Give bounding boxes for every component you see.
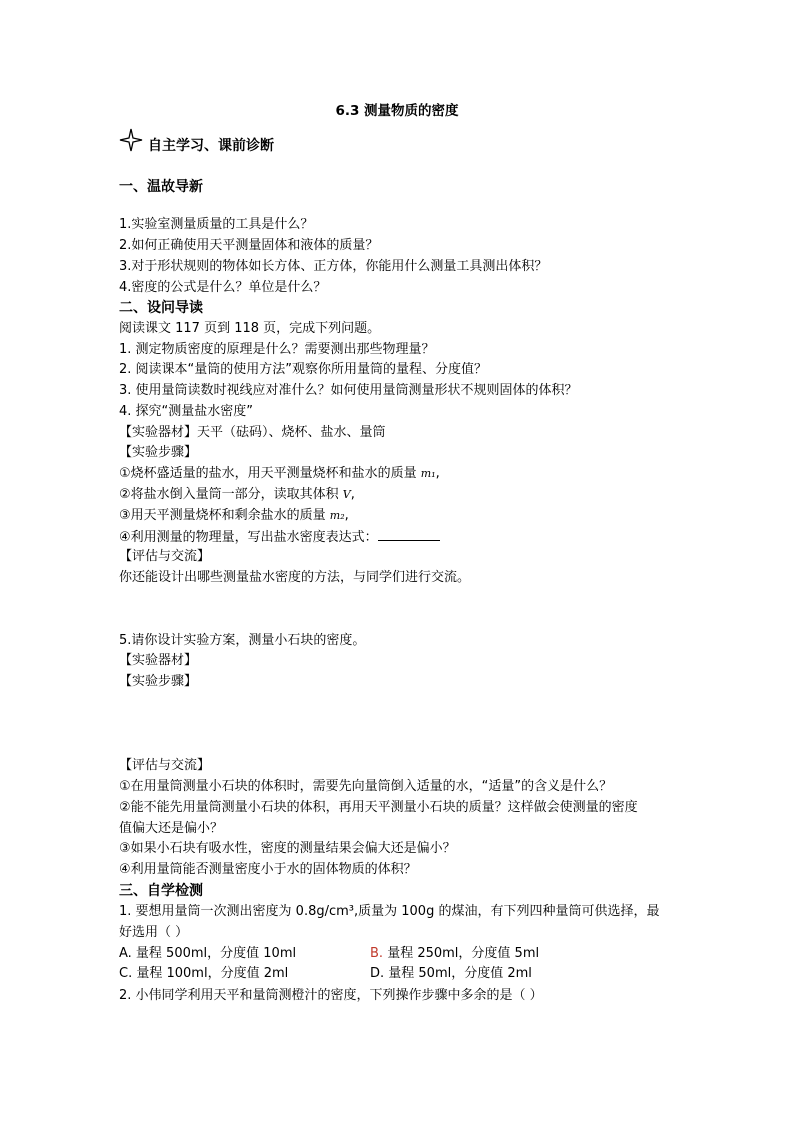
step-4 (119, 528, 440, 547)
q5-equipment-label: 【实验器材】 (119, 653, 198, 668)
step-1 (119, 465, 440, 483)
part2-question: 4. 探究“测量盐水密度” (119, 404, 254, 419)
q5-eval-heading: 【评估与交流】 (119, 758, 211, 773)
q5-eval-item: ②能不能先用量筒测量小石块的体积，再用天平测量小石块的质量？这样做会使测量的密度 (119, 800, 638, 815)
part1-heading: 一、温故导新 (119, 179, 203, 195)
q5-eval-item: ③如果小石块有吸水性，密度的测量结果会偏大还是偏小？ (119, 841, 456, 856)
option-b-text: 量程 250ml，分度值 5ml (383, 946, 540, 961)
equipment-label: 【实验器材】天平（砝码）、烧杯、盐水、量筒 (119, 425, 386, 440)
answer-blank[interactable] (378, 528, 440, 541)
q5-eval-item: ①在用量筒测量小石块的体积时，需要先向量筒倒入适量的水，“适量”的含义是什么？ (119, 779, 613, 794)
step-3-text: ③用天平测量烧杯和剩余盐水的质量 (119, 508, 330, 523)
step-2 (119, 486, 355, 504)
part2-question: 3. 使用量筒读数时视线应对准什么？如何使用量筒测量形状不规则固体的体积？ (119, 383, 578, 398)
part1-question: 2.如何正确使用天平测量固体和液体的质量？ (119, 238, 379, 253)
part2-question: 1. 测定物质密度的原理是什么？需要测出那些物理量？ (119, 342, 435, 357)
step-1-text: ①烧杯盛适量的盐水，用天平测量烧杯和盐水的质量 (119, 466, 421, 481)
eval-text: 你还能设计出哪些测量盐水密度的方法，与同学们进行交流。 (119, 570, 471, 585)
part1-question: 3.对于形状规则的物体如长方体、正方体，你能用什么测量工具测出体积？ (119, 259, 548, 274)
option-a: A. 量程 500ml，分度值 10ml (119, 946, 297, 961)
four-point-star-icon (119, 128, 143, 152)
option-c: C. 量程 100ml，分度值 2ml (119, 966, 289, 981)
part2-question: 2. 阅读课本“量筒的使用方法”观察你所用量筒的量程、分度值？ (119, 362, 488, 377)
section-header: 自主学习、课前诊断 (148, 138, 274, 154)
part3-q1: 1. 要想用量筒一次测出密度为 0.8g/cm³,质量为 100g 的煤油，有下列四种量筒可供选择，最 (119, 904, 660, 919)
option-b-letter: B. (370, 946, 384, 961)
part1-question: 1.实验室测量质量的工具是什么？ (119, 217, 314, 232)
variable-m2: m₂ (329, 509, 345, 522)
step-4-text: ④利用测量的物理量，写出盐水密度表达式： (119, 530, 378, 545)
part2-intro: 阅读课文 117 页到 118 页，完成下列问题。 (119, 321, 381, 336)
part3-q2: 2. 小伟同学利用天平和量筒测橙汁的密度，下列操作步骤中多余的是（ ） (119, 988, 543, 1003)
q5-eval-item: 值偏大还是偏小？ (119, 821, 224, 836)
step-3 (119, 507, 349, 525)
page-title: 6.3 测量物质的密度 (335, 103, 459, 119)
steps-heading: 【实验步骤】 (119, 445, 198, 460)
step-2-end: , (350, 487, 355, 502)
step-1-end: , (435, 466, 440, 481)
part3-heading: 三、自学检测 (119, 883, 203, 899)
part2-heading: 二、设问导读 (119, 300, 203, 316)
part3-q1-continued: 好选用（ ） (119, 925, 189, 940)
step-2-text: ②将盐水倒入量筒一部分，读取其体积 (119, 487, 343, 502)
q5-steps-heading: 【实验步骤】 (119, 674, 198, 689)
option-d: D. 量程 50ml，分度值 2ml (370, 966, 532, 981)
option-b (370, 945, 539, 963)
variable-v: V (342, 488, 351, 501)
q5-eval-item: ④利用量筒能否测量密度小于水的固体物质的体积？ (119, 862, 417, 877)
question-5: 5.请你设计实验方案，测量小石块的密度。 (119, 633, 366, 648)
step-3-end: , (344, 508, 349, 523)
eval-heading: 【评估与交流】 (119, 549, 211, 564)
variable-m1: m₁ (420, 467, 436, 480)
part1-question: 4.密度的公式是什么？单位是什么？ (119, 280, 327, 295)
